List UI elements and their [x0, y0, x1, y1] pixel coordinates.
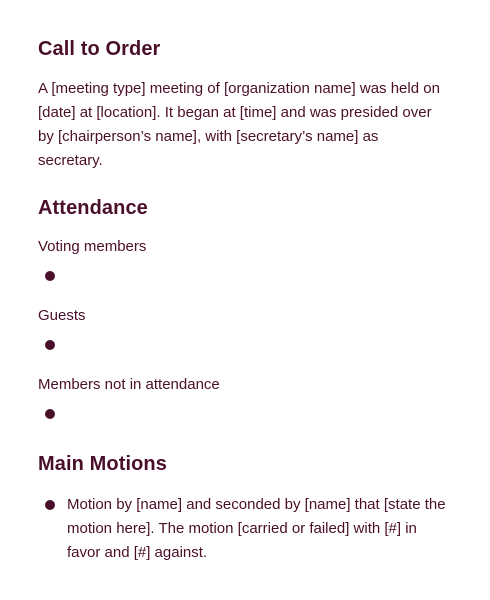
list-item — [38, 333, 67, 357]
bullet-icon — [45, 340, 55, 350]
voting-members-list — [38, 264, 67, 288]
bullet-icon — [45, 271, 55, 281]
call-to-order-paragraph: A [meeting type] meeting of [organization name] was held on [date] at [location]. It began at [time] and was presided over by [chairperson’s name], with [secretary’s name] as secretary. — [38, 80, 440, 169]
guests-label: Guests — [38, 307, 86, 324]
bullet-icon — [45, 409, 55, 419]
section-heading-main-motions: Main Motions — [38, 453, 167, 475]
members-not-in-attendance-label: Members not in attendance — [38, 376, 220, 393]
guests-list — [38, 333, 67, 357]
list-item — [38, 402, 67, 426]
voting-members-label: Voting members — [38, 238, 147, 255]
main-motions-list — [38, 493, 448, 565]
motion-text: Motion by [name] and seconded by [name] that [state the motion here]. The motion [carried or failed] with [#] in favor and [#] against. — [67, 496, 446, 561]
bullet-icon — [45, 500, 55, 510]
section-heading-call-to-order: Call to Order — [38, 38, 161, 60]
list-item — [38, 264, 67, 288]
section-heading-attendance: Attendance — [38, 197, 148, 219]
members-not-in-attendance-list — [38, 402, 67, 426]
list-item — [38, 493, 448, 565]
